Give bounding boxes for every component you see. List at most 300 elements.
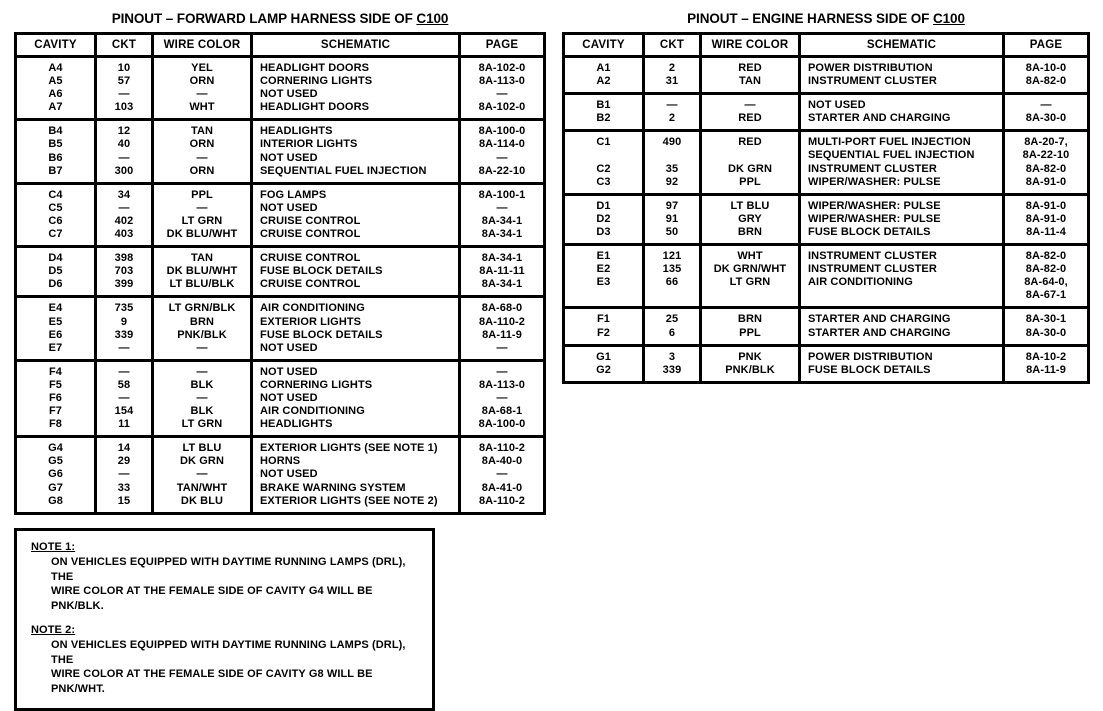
cell-line: F5 bbox=[48, 378, 63, 391]
cell-line: RED bbox=[738, 62, 762, 74]
cell-line: DK GRN/WHT bbox=[713, 263, 787, 276]
cell-line: NOT USED bbox=[260, 468, 318, 481]
cell-line: A7 bbox=[48, 101, 63, 114]
cell-line: CRUISE CONTROL bbox=[260, 278, 361, 291]
cell-line: RED bbox=[738, 136, 762, 149]
cell-schematic bbox=[800, 94, 1004, 131]
cell-page bbox=[460, 247, 545, 297]
cell-line: WIPER/WASHER: PULSE bbox=[808, 199, 941, 212]
cell-cavity bbox=[16, 360, 96, 436]
column-header-schematic: SCHEMATIC bbox=[252, 34, 460, 57]
table-row-group bbox=[564, 131, 1089, 194]
cell-ckt bbox=[96, 120, 153, 183]
cell-line: 8A-113-0 bbox=[478, 75, 526, 88]
cell-line: BRN bbox=[737, 313, 763, 326]
title-connector-id: C100 bbox=[416, 11, 449, 26]
cell-ckt bbox=[96, 247, 153, 297]
cell-line: TAN bbox=[190, 252, 214, 265]
cell-line: D6 bbox=[48, 278, 63, 291]
cell-line: — bbox=[496, 201, 508, 214]
cell-line: STARTER AND CHARGING bbox=[808, 112, 951, 125]
cell-line: HEADLIGHT DOORS bbox=[260, 101, 370, 114]
cell-line: A1 bbox=[596, 62, 611, 74]
cell-line: C4 bbox=[48, 188, 63, 201]
cell-line: EXTERIOR LIGHTS (SEE NOTE 2) bbox=[260, 494, 438, 507]
cell-line: 8A-82-0 bbox=[1025, 250, 1067, 263]
cell-line: E2 bbox=[596, 263, 611, 276]
cell-line: F2 bbox=[596, 326, 611, 339]
table-row-group bbox=[16, 57, 545, 120]
cell-line: NOT USED bbox=[260, 391, 318, 404]
cell-line: 12 bbox=[117, 125, 131, 138]
cell-cavity bbox=[16, 297, 96, 360]
cell-line: — bbox=[496, 365, 508, 378]
cell-line: 8A-10-0 bbox=[1025, 62, 1067, 74]
cell-line: INSTRUMENT CLUSTER bbox=[808, 263, 937, 276]
cell-line: E4 bbox=[48, 302, 63, 315]
cell-line: 8A-11-9 bbox=[1026, 363, 1066, 376]
cell-line: INSTRUMENT CLUSTER bbox=[808, 250, 937, 263]
cell-line: C1 bbox=[596, 136, 611, 149]
cell-line: 8A-41-0 bbox=[481, 481, 523, 494]
cell-line: — bbox=[118, 151, 130, 164]
cell-line: F6 bbox=[48, 391, 63, 404]
note-spacer bbox=[25, 613, 424, 624]
cell-line: LT GRN bbox=[181, 214, 223, 227]
cell-schematic bbox=[800, 245, 1004, 308]
cell-line: 40 bbox=[117, 138, 131, 151]
pinout-table-block-forward-lamp bbox=[14, 0, 546, 515]
cell-line: CRUISE CONTROL bbox=[260, 252, 361, 265]
cell-line: 8A-20-7, bbox=[1024, 136, 1068, 149]
cell-line: 14 bbox=[117, 442, 131, 455]
cell-cavity bbox=[564, 345, 644, 382]
cell-wire-color bbox=[701, 194, 800, 244]
cell-line: 8A-34-1 bbox=[481, 214, 523, 227]
cell-line: A4 bbox=[48, 62, 63, 74]
cell-wire-color bbox=[153, 437, 252, 513]
cell-line: 8A-34-1 bbox=[481, 228, 523, 241]
title-text: PINOUT – ENGINE HARNESS SIDE OF bbox=[687, 11, 933, 26]
cell-line: 398 bbox=[114, 252, 134, 265]
cell-line: A6 bbox=[48, 88, 63, 101]
cell-line: BRAKE WARNING SYSTEM bbox=[260, 481, 406, 494]
column-header-cavity: CAVITY bbox=[564, 34, 644, 57]
cell-line: — bbox=[118, 365, 130, 378]
cell-schematic bbox=[252, 183, 460, 246]
cell-line: LT GRN/BLK bbox=[168, 302, 236, 315]
cell-line: CORNERING LIGHTS bbox=[260, 75, 373, 88]
cell-line: — bbox=[744, 99, 756, 112]
cell-line: ORN bbox=[189, 75, 215, 88]
cell-line: 8A-34-1 bbox=[481, 252, 523, 265]
cell-line: LT GRN bbox=[181, 418, 223, 431]
cell-line: 8A-30-0 bbox=[1025, 326, 1067, 339]
cell-wire-color bbox=[701, 245, 800, 308]
cell-schematic bbox=[252, 437, 460, 513]
cell-line: 8A-114-0 bbox=[478, 138, 526, 151]
cell-line: 8A-110-2 bbox=[478, 442, 526, 455]
cell-wire-color bbox=[701, 57, 800, 94]
cell-line: CRUISE CONTROL bbox=[260, 228, 361, 241]
cell-line: A5 bbox=[48, 75, 63, 88]
notes-box bbox=[14, 528, 435, 711]
cell-line: 15 bbox=[117, 494, 131, 507]
cell-line: — bbox=[496, 88, 508, 101]
cell-line: 58 bbox=[117, 378, 131, 391]
cell-line: 8A-113-0 bbox=[478, 378, 526, 391]
cell-line: 8A-22-10 bbox=[478, 164, 526, 177]
cell-line: FUSE BLOCK DETAILS bbox=[260, 328, 383, 341]
cell-line: 3 bbox=[668, 350, 676, 363]
cell-line: FUSE BLOCK DETAILS bbox=[808, 225, 931, 238]
cell-line: 35 bbox=[665, 162, 679, 175]
column-header-page: PAGE bbox=[1004, 34, 1089, 57]
table-row-group bbox=[16, 297, 545, 360]
cell-line: 8A-91-0 bbox=[1025, 199, 1067, 212]
pinout-table bbox=[14, 32, 546, 515]
table-row-group bbox=[16, 360, 545, 436]
cell-wire-color bbox=[153, 57, 252, 120]
cell-cavity bbox=[564, 57, 644, 94]
cell-page bbox=[1004, 94, 1089, 131]
table-row-group bbox=[564, 245, 1089, 308]
cell-line: 8A-91-0 bbox=[1025, 212, 1067, 225]
cell-line: — bbox=[196, 201, 208, 214]
cell-line: 8A-82-0 bbox=[1025, 263, 1067, 276]
cell-line: PNK bbox=[738, 350, 762, 363]
cell-page bbox=[460, 437, 545, 513]
cell-line: B7 bbox=[48, 164, 63, 177]
cell-line: 8A-64-0, bbox=[1024, 276, 1068, 289]
cell-line: 154 bbox=[114, 405, 134, 418]
cell-wire-color bbox=[701, 131, 800, 194]
cell-line: TAN bbox=[190, 125, 214, 138]
cell-cavity bbox=[16, 247, 96, 297]
cell-line: 103 bbox=[114, 101, 134, 114]
cell-line: ORN bbox=[189, 164, 215, 177]
cell-line: — bbox=[196, 151, 208, 164]
cell-ckt bbox=[96, 360, 153, 436]
cell-cavity bbox=[16, 120, 96, 183]
cell-line: 25 bbox=[665, 313, 679, 326]
cell-line: 57 bbox=[117, 75, 131, 88]
cell-schematic bbox=[800, 57, 1004, 94]
cell-line: TAN/WHT bbox=[176, 481, 228, 494]
cell-line: — bbox=[118, 468, 130, 481]
cell-cavity bbox=[16, 57, 96, 120]
cell-line: CORNERING LIGHTS bbox=[260, 378, 373, 391]
cell-line: 8A-67-1 bbox=[1025, 289, 1067, 302]
note-line: WIRE COLOR AT THE FEMALE SIDE OF CAVITY G4 WILL BE PNK/BLK. bbox=[51, 585, 373, 612]
cell-line: 29 bbox=[117, 455, 131, 468]
cell-page bbox=[1004, 131, 1089, 194]
column-header-ckt: CKT bbox=[96, 34, 153, 57]
pinout-table bbox=[562, 32, 1090, 384]
cell-line: 8A-100-1 bbox=[478, 188, 526, 201]
table-row-group bbox=[16, 437, 545, 513]
cell-line: LT BLU bbox=[182, 442, 222, 455]
cell-line: GRY bbox=[738, 212, 762, 225]
cell-line: 402 bbox=[114, 214, 134, 227]
cell-line: 8A-110-2 bbox=[478, 494, 526, 507]
cell-line: B1 bbox=[596, 99, 611, 112]
table-row-group bbox=[564, 194, 1089, 244]
cell-line: INSTRUMENT CLUSTER bbox=[808, 75, 937, 88]
cell-line: — bbox=[196, 468, 208, 481]
cell-line: — bbox=[118, 391, 130, 404]
title-text: PINOUT – FORWARD LAMP HARNESS SIDE OF bbox=[111, 11, 417, 26]
cell-line: 33 bbox=[117, 481, 131, 494]
cell-line: CRUISE CONTROL bbox=[260, 214, 361, 227]
cell-line: WIPER/WASHER: PULSE bbox=[808, 175, 941, 188]
cell-page bbox=[1004, 345, 1089, 382]
cell-line: F8 bbox=[48, 418, 63, 431]
cell-line: NOT USED bbox=[808, 99, 866, 112]
column-header-ckt: CKT bbox=[644, 34, 701, 57]
cell-line: STARTER AND CHARGING bbox=[808, 313, 951, 326]
column-header-wire-color: WIRE COLOR bbox=[153, 34, 252, 57]
cell-line: 8A-68-1 bbox=[481, 405, 523, 418]
cell-cavity bbox=[16, 183, 96, 246]
cell-line: POWER DISTRIBUTION bbox=[808, 62, 933, 74]
cell-schematic bbox=[252, 120, 460, 183]
cell-schematic bbox=[800, 308, 1004, 345]
cell-page bbox=[1004, 57, 1089, 94]
cell-line: G6 bbox=[48, 468, 63, 481]
cell-line: MULTI-PORT FUEL INJECTION bbox=[808, 136, 971, 149]
cell-line: 8A-100-0 bbox=[478, 125, 526, 138]
cell-cavity bbox=[564, 131, 644, 194]
cell-cavity bbox=[564, 245, 644, 308]
cell-line: HEADLIGHT DOORS bbox=[260, 62, 370, 74]
cell-line: — bbox=[118, 201, 130, 214]
column-header-page: PAGE bbox=[460, 34, 545, 57]
pinout-table-title bbox=[14, 0, 546, 32]
cell-line: TAN bbox=[738, 75, 762, 88]
cell-line: AIR CONDITIONING bbox=[808, 276, 913, 289]
cell-schematic bbox=[800, 131, 1004, 194]
cell-line: NOT USED bbox=[260, 341, 318, 354]
cell-line: B5 bbox=[48, 138, 63, 151]
cell-line: — bbox=[196, 88, 208, 101]
cell-line: 66 bbox=[665, 276, 679, 289]
cell-schematic bbox=[252, 360, 460, 436]
cell-line: LT GRN bbox=[729, 276, 771, 289]
cell-line: 2 bbox=[668, 112, 676, 125]
cell-line: G8 bbox=[48, 494, 63, 507]
cell-line: — bbox=[118, 341, 130, 354]
cell-line: 8A-34-1 bbox=[481, 278, 523, 291]
cell-line: 403 bbox=[114, 228, 134, 241]
cell-line: HEADLIGHTS bbox=[260, 418, 333, 431]
cell-line: 8A-40-0 bbox=[481, 455, 523, 468]
cell-line: 8A-110-2 bbox=[478, 315, 526, 328]
cell-line: 735 bbox=[114, 302, 134, 315]
title-connector-id: C100 bbox=[932, 11, 965, 26]
cell-line: F4 bbox=[48, 365, 63, 378]
cell-ckt bbox=[96, 297, 153, 360]
cell-line: D4 bbox=[48, 252, 63, 265]
cell-line: G2 bbox=[596, 363, 611, 376]
note-line: ON VEHICLES EQUIPPED WITH DAYTIME RUNNING LAMPS (DRL), THE bbox=[51, 639, 406, 666]
cell-line: 8A-68-0 bbox=[481, 302, 523, 315]
cell-line: YEL bbox=[191, 62, 213, 74]
cell-line: 8A-102-0 bbox=[478, 62, 526, 74]
cell-wire-color bbox=[701, 94, 800, 131]
cell-cavity bbox=[16, 437, 96, 513]
cell-line: 703 bbox=[114, 265, 134, 278]
cell-line: INSTRUMENT CLUSTER bbox=[808, 162, 937, 175]
cell-line: WIPER/WASHER: PULSE bbox=[808, 212, 941, 225]
cell-line: 8A-91-0 bbox=[1025, 175, 1067, 188]
cell-line: G4 bbox=[48, 442, 63, 455]
table-row-group bbox=[564, 94, 1089, 131]
cell-line: 8A-30-0 bbox=[1025, 112, 1067, 125]
cell-line: — bbox=[196, 391, 208, 404]
cell-line: 97 bbox=[665, 199, 679, 212]
cell-line: AIR CONDITIONING bbox=[260, 405, 365, 418]
table-row-group bbox=[564, 308, 1089, 345]
cell-page bbox=[460, 360, 545, 436]
cell-page bbox=[1004, 308, 1089, 345]
cell-line: DK BLU/WHT bbox=[166, 228, 238, 241]
cell-line: C5 bbox=[48, 201, 63, 214]
table-row-group bbox=[564, 345, 1089, 382]
cell-line: INTERIOR LIGHTS bbox=[260, 138, 358, 151]
cell-line: DK BLU/WHT bbox=[166, 265, 238, 278]
cell-line: BLK bbox=[190, 378, 214, 391]
cell-cavity bbox=[564, 94, 644, 131]
cell-wire-color bbox=[153, 297, 252, 360]
cell-wire-color bbox=[153, 360, 252, 436]
cell-line: 8A-22-10 bbox=[1022, 149, 1070, 162]
cell-schematic bbox=[252, 247, 460, 297]
cell-line: RED bbox=[738, 112, 762, 125]
cell-cavity bbox=[564, 194, 644, 244]
cell-line: 31 bbox=[665, 75, 679, 88]
cell-line: LT BLU/BLK bbox=[169, 278, 235, 291]
cell-line: 91 bbox=[665, 212, 679, 225]
cell-page bbox=[1004, 194, 1089, 244]
cell-line: ORN bbox=[189, 138, 215, 151]
cell-line: 8A-11-4 bbox=[1026, 225, 1066, 238]
cell-line: — bbox=[1040, 99, 1052, 112]
cell-line: DK BLU bbox=[180, 494, 224, 507]
cell-line: NOT USED bbox=[260, 365, 318, 378]
table-row-group bbox=[564, 57, 1089, 94]
cell-line: PNK/BLK bbox=[177, 328, 227, 341]
cell-line: DK GRN bbox=[728, 162, 772, 175]
cell-line: C7 bbox=[48, 228, 63, 241]
cell-wire-color bbox=[153, 247, 252, 297]
cell-line: E3 bbox=[596, 276, 611, 289]
cell-wire-color bbox=[153, 120, 252, 183]
cell-schematic bbox=[800, 345, 1004, 382]
cell-line: F1 bbox=[596, 313, 611, 326]
cell-wire-color bbox=[701, 345, 800, 382]
cell-line: D5 bbox=[48, 265, 63, 278]
cell-ckt bbox=[644, 345, 701, 382]
cell-line: 34 bbox=[117, 188, 131, 201]
cell-line: 339 bbox=[662, 363, 682, 376]
cell-line: POWER DISTRIBUTION bbox=[808, 350, 933, 363]
cell-line: C3 bbox=[596, 175, 611, 188]
cell-line: FUSE BLOCK DETAILS bbox=[808, 363, 931, 376]
cell-line: 300 bbox=[114, 164, 134, 177]
cell-line: — bbox=[496, 468, 508, 481]
cell-line: EXTERIOR LIGHTS (SEE NOTE 1) bbox=[260, 442, 438, 455]
cell-page bbox=[1004, 245, 1089, 308]
cell-line: 50 bbox=[665, 225, 679, 238]
cell-line: — bbox=[196, 365, 208, 378]
cell-line: 10 bbox=[117, 62, 131, 74]
cell-page bbox=[460, 183, 545, 246]
cell-line: FUSE BLOCK DETAILS bbox=[260, 265, 383, 278]
cell-line: NOT USED bbox=[260, 201, 318, 214]
cell-line: PNK/BLK bbox=[725, 363, 775, 376]
cell-line: SEQUENTIAL FUEL INJECTION bbox=[808, 149, 975, 162]
cell-cavity bbox=[564, 308, 644, 345]
table-row-group bbox=[16, 120, 545, 183]
cell-ckt bbox=[644, 308, 701, 345]
cell-ckt bbox=[644, 194, 701, 244]
cell-line: 339 bbox=[114, 328, 134, 341]
cell-line: BRN bbox=[737, 225, 763, 238]
cell-line: A2 bbox=[596, 75, 611, 88]
cell-ckt bbox=[96, 437, 153, 513]
cell-ckt bbox=[96, 183, 153, 246]
cell-line: F7 bbox=[48, 405, 63, 418]
cell-line: 8A-11-9 bbox=[482, 328, 522, 341]
cell-line: B4 bbox=[48, 125, 63, 138]
cell-line: HEADLIGHTS bbox=[260, 125, 333, 138]
cell-line: 8A-102-0 bbox=[478, 101, 526, 114]
note-heading: NOTE 2: bbox=[31, 624, 76, 636]
cell-line: NOT USED bbox=[260, 151, 318, 164]
cell-line: — bbox=[496, 151, 508, 164]
cell-ckt bbox=[644, 131, 701, 194]
cell-line: — bbox=[496, 341, 508, 354]
cell-line: PPL bbox=[739, 326, 761, 339]
cell-line: E1 bbox=[596, 250, 611, 263]
cell-line: 490 bbox=[662, 136, 682, 149]
cell-line: EXTERIOR LIGHTS bbox=[260, 315, 362, 328]
cell-line: 8A-100-0 bbox=[478, 418, 526, 431]
cell-line: D2 bbox=[596, 212, 611, 225]
cell-line: WHT bbox=[737, 250, 763, 263]
cell-line: 8A-82-0 bbox=[1025, 162, 1067, 175]
pinout-table-title bbox=[562, 0, 1090, 32]
cell-line: 8A-11-11 bbox=[479, 265, 525, 278]
cell-line: B6 bbox=[48, 151, 63, 164]
column-header-cavity: CAVITY bbox=[16, 34, 96, 57]
cell-line: G5 bbox=[48, 455, 63, 468]
cell-line: 135 bbox=[662, 263, 682, 276]
cell-line: E7 bbox=[48, 341, 63, 354]
cell-ckt bbox=[644, 94, 701, 131]
cell-line: NOT USED bbox=[260, 88, 318, 101]
note-line: WIRE COLOR AT THE FEMALE SIDE OF CAVITY G8 WILL BE PNK/WHT. bbox=[51, 668, 373, 695]
cell-ckt bbox=[96, 57, 153, 120]
cell-line: E6 bbox=[48, 328, 63, 341]
cell-ckt bbox=[644, 245, 701, 308]
cell-line: 8A-10-2 bbox=[1025, 350, 1067, 363]
cell-line: PPL bbox=[191, 188, 213, 201]
column-header-wire-color: WIRE COLOR bbox=[701, 34, 800, 57]
cell-line: C6 bbox=[48, 214, 63, 227]
cell-line: 8A-82-0 bbox=[1025, 75, 1067, 88]
